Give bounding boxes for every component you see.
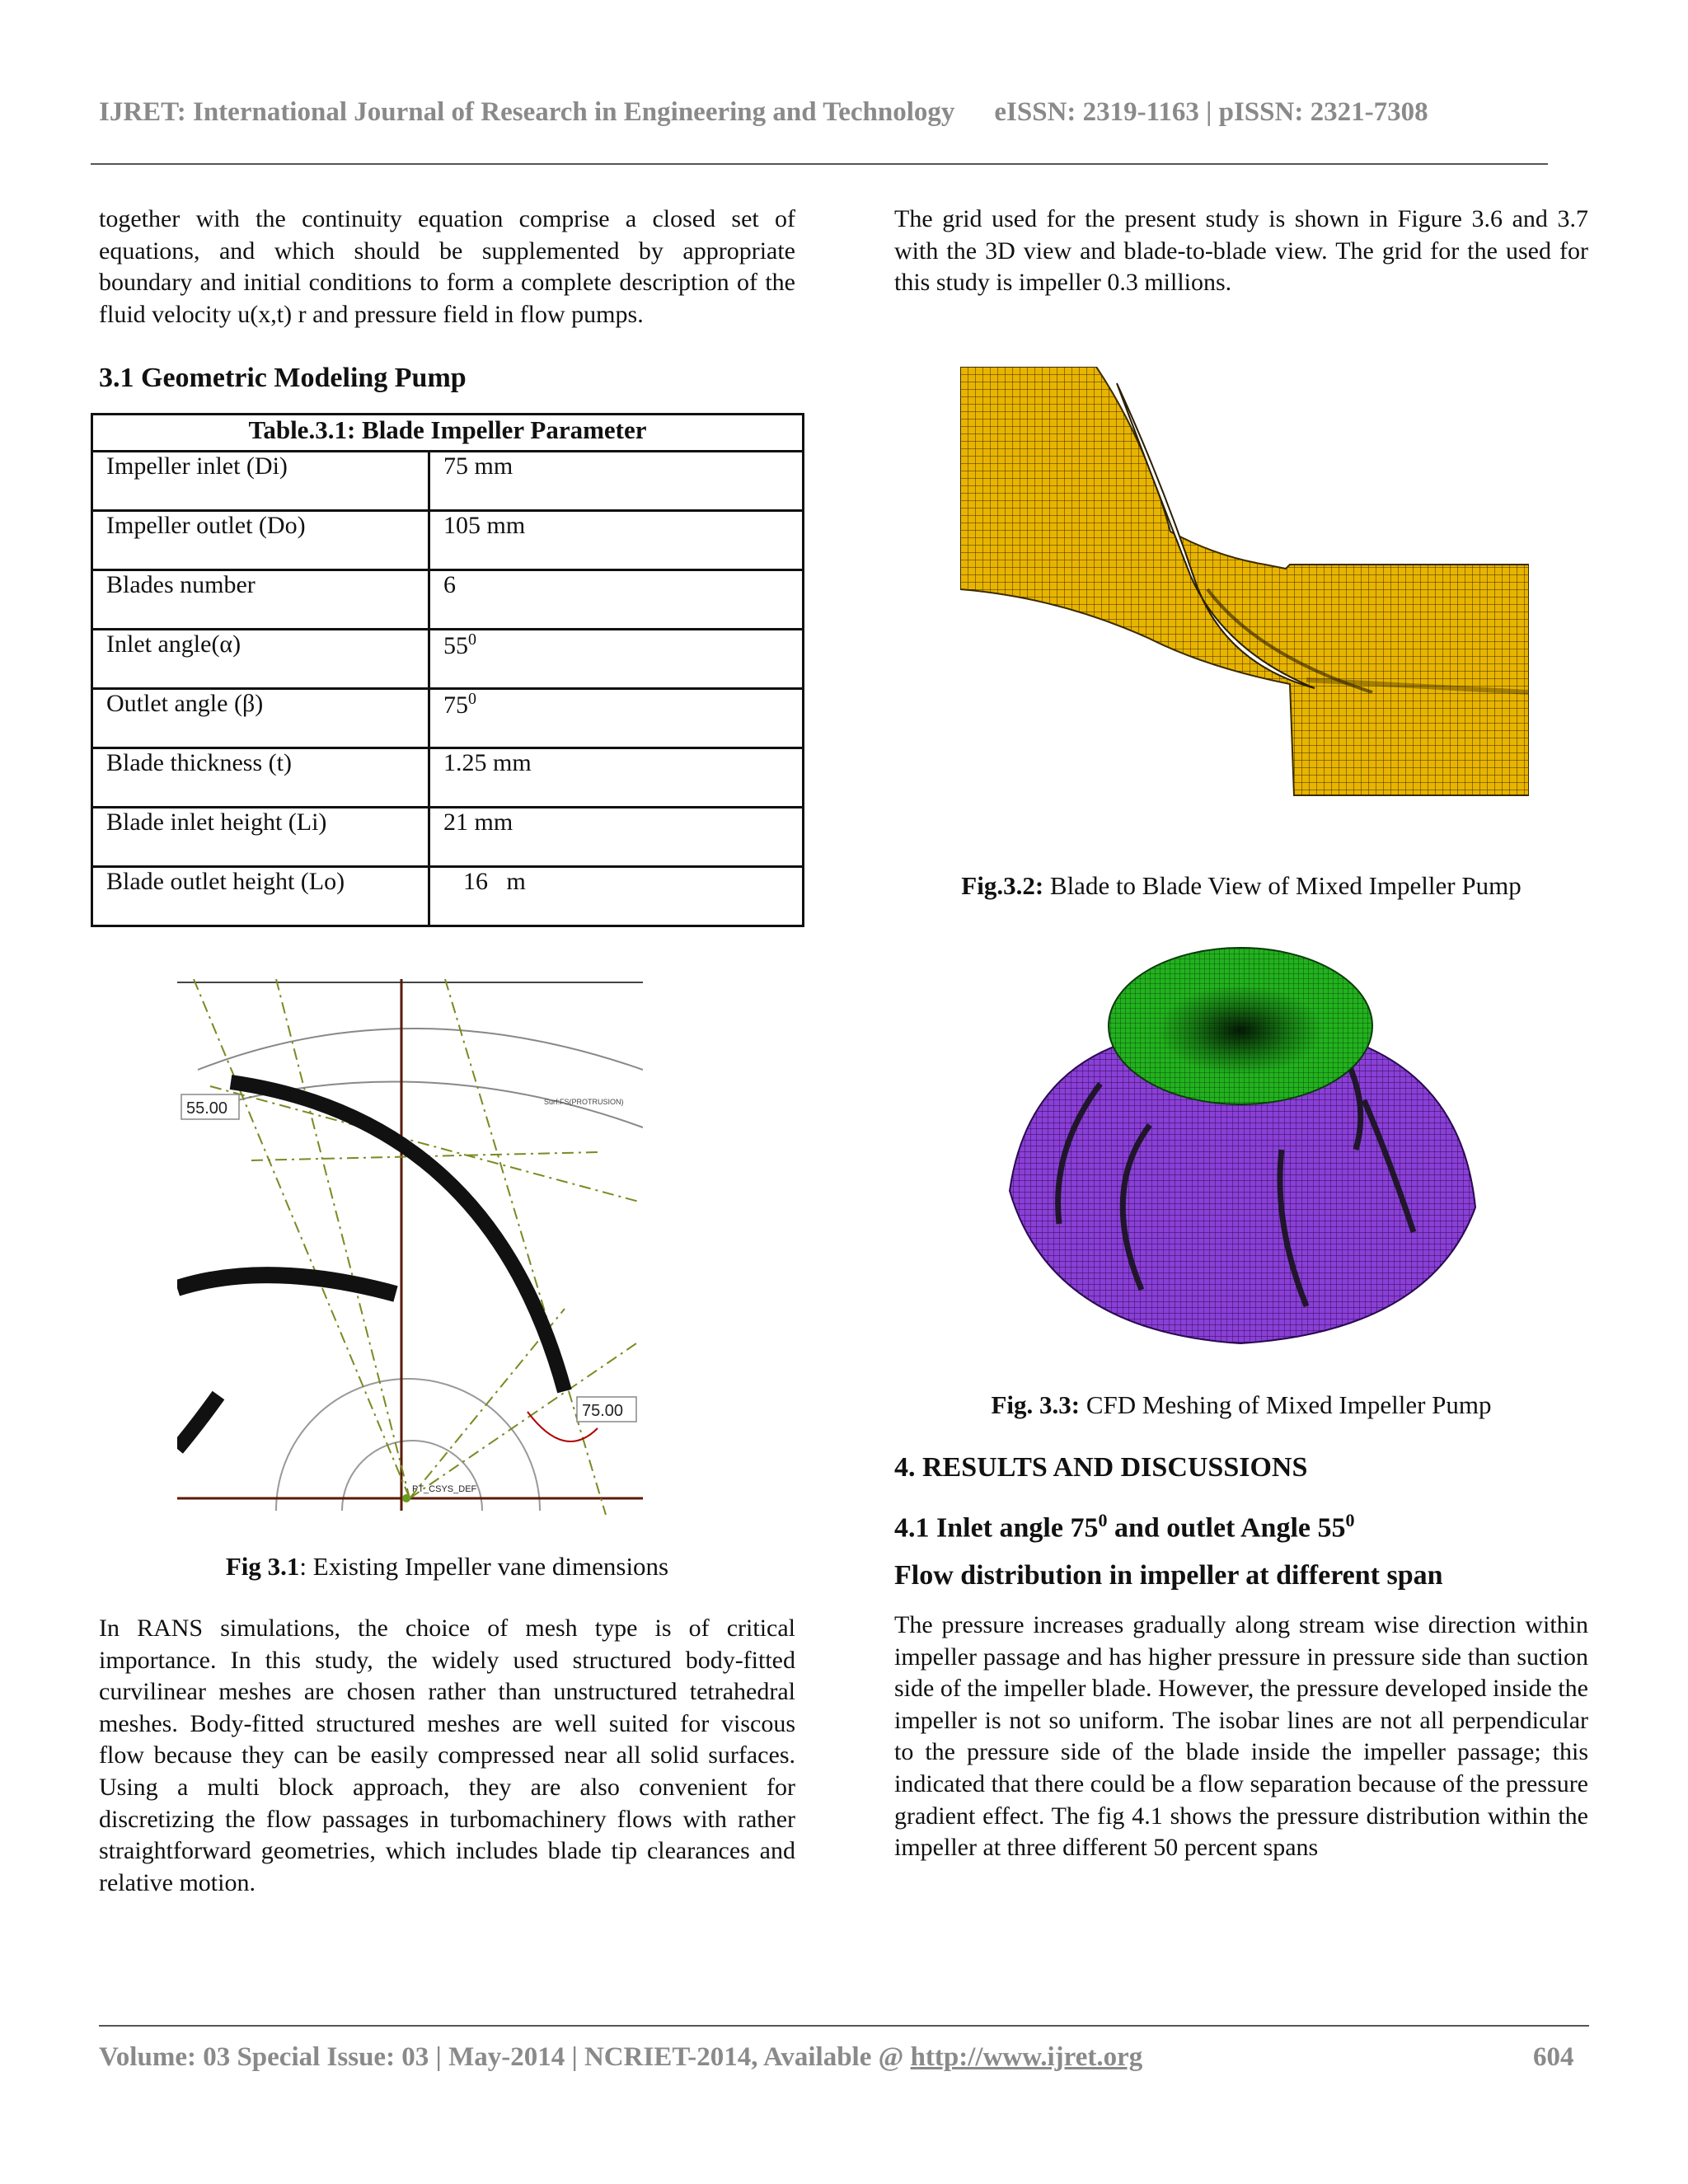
running-header (99, 97, 1582, 128)
table-row (92, 867, 804, 926)
results-heading: 4. RESULTS AND DISCUSSIONS (894, 1452, 1308, 1483)
table-row (92, 748, 804, 808)
journal-title: IJRET: International Journal of Research in Engineering and Technology (99, 97, 955, 127)
param-name: Impeller outlet (Do) (92, 511, 429, 570)
param-value: 16 m (429, 867, 804, 926)
param-name: Blades number (92, 570, 429, 630)
value-number: 55 (443, 632, 468, 659)
caption-label: Fig 3.1 (225, 1552, 300, 1581)
caption-text: CFD Meshing of Mixed Impeller Pump (1080, 1390, 1492, 1419)
blade-parameter-table (91, 413, 804, 927)
caption-label: Fig.3.2: (961, 871, 1044, 900)
param-name: Outlet angle (β) (92, 689, 429, 748)
figure-3-3-caption (894, 1390, 1588, 1420)
flow-heading (894, 1560, 1588, 1592)
param-name: Blade outlet height (Lo) (92, 867, 429, 926)
inlet-angle-label: 55.00 (186, 1099, 228, 1118)
table-row (92, 630, 804, 689)
table-row (92, 689, 804, 748)
param-value (429, 689, 804, 748)
table-row (92, 808, 804, 867)
param-name: Blade thickness (t) (92, 748, 429, 808)
param-value (429, 630, 804, 689)
flow-heading-text: Flow distribution in impeller at different span (894, 1560, 1443, 1591)
subsection-heading (894, 1505, 1588, 1544)
page-number: 604 (1533, 2042, 1574, 2072)
footer-rule (99, 2025, 1589, 2027)
param-value: 6 (429, 570, 804, 630)
intro-text: together with the continuity equation comprise a closed set of equations, and which should be supplemented by appropriate boundary and initial conditions to form a complete description of the fluid velocity u(x,t) r and pressure field in flow pumps. (99, 205, 795, 328)
param-value: 105 mm (429, 511, 804, 570)
csys-label: PT_CSYS_DEF (412, 1484, 477, 1494)
table-title: Table.3.1: Blade Impeller Parameter (92, 415, 804, 452)
caption-label: Fig. 3.3: (991, 1390, 1081, 1419)
footer-volume: Volume: 03 Special Issue: 03 | May-2014 | NCRIET-2014, Available @ (99, 2042, 911, 2072)
table-row (92, 452, 804, 511)
param-name: Blade inlet height (Li) (92, 808, 429, 867)
outlet-angle-label: 75.00 (582, 1402, 624, 1420)
rans-paragraph (99, 1613, 795, 1899)
surface-label: Surf:FS(PROTRUSION) (544, 1098, 624, 1106)
rans-text: In RANS simulations, the choice of mesh type is of critical importance. In this study, the widely used structured body-fitted curvilinear meshes are chosen rather than unstructured tetrahedral meshes. Body-fitted structured meshes are well suited for viscous flow because they can be easily compressed near all solid surfaces. Using a multi block approach, they are also convenient for discretizing the flow passages in turbomachinery flows with rather straightforward geometries, which includes blade tip clearances and relative motion. (99, 1615, 795, 1896)
heading-part: and outlet Angle 55 (1107, 1512, 1346, 1544)
pressure-text: The pressure increases gradually along stream wise direction within impeller passage and has higher pressure in pressure side than suction side of the impeller blade. However, the pressure developed inside the impeller is not so uniform. The isobar lines are not all perpendicular to the pressure side of the blade inside the impeller passage; this indicated that there could be a flow separation because of the pressure gradient effect. The fig 4.1 shows the pressure distribution within the impeller at three different 50 percent spans (894, 1611, 1588, 1862)
param-name: Impeller inlet (Di) (92, 452, 429, 511)
grid-paragraph (894, 204, 1588, 299)
section-heading-text: 3.1 Geometric Modeling Pump (99, 363, 467, 393)
pressure-paragraph (894, 1610, 1588, 1864)
figure-3-1-caption (99, 1552, 795, 1582)
section-heading-4-1 (894, 1505, 1588, 1544)
heading-sup: 0 (1098, 1510, 1108, 1530)
figure-3-2-caption (894, 871, 1588, 901)
heading-sup: 0 (1345, 1510, 1355, 1530)
journal-link[interactable]: http://www.ijret.org (910, 2042, 1143, 2072)
grid-text: The grid used for the present study is shown in Figure 3.6 and 3.7 with the 3D view and blade-to-blade view. The grid for the used for this study is impeller 0.3 millions. (894, 205, 1588, 297)
table-row (92, 570, 804, 630)
param-value: 21 mm (429, 808, 804, 867)
section-heading-4 (894, 1452, 1588, 1484)
param-name: Inlet angle(α) (92, 630, 429, 689)
figure-3-3-cfd-mesh (1001, 944, 1479, 1347)
caption-text: : Existing Impeller vane dimensions (299, 1552, 669, 1581)
value-sup: 0 (468, 630, 476, 649)
intro-paragraph (99, 204, 795, 330)
value-sup: 0 (468, 690, 476, 708)
caption-text: Blade to Blade View of Mixed Impeller Pump (1043, 871, 1522, 900)
issn: eISSN: 2319-1163 | pISSN: 2321-7308 (994, 97, 1428, 127)
figure-3-2-blade-mesh (960, 367, 1529, 799)
value-number: 75 (443, 691, 468, 719)
table-row (92, 511, 804, 570)
footer-info (99, 2042, 1582, 2073)
section-heading-3-1 (99, 363, 795, 395)
header-rule (91, 163, 1548, 165)
figure-3-1-vane-drawing (177, 979, 643, 1515)
param-value: 75 mm (429, 452, 804, 511)
heading-part: 4.1 Inlet angle 75 (894, 1512, 1099, 1544)
param-value: 1.25 mm (429, 748, 804, 808)
